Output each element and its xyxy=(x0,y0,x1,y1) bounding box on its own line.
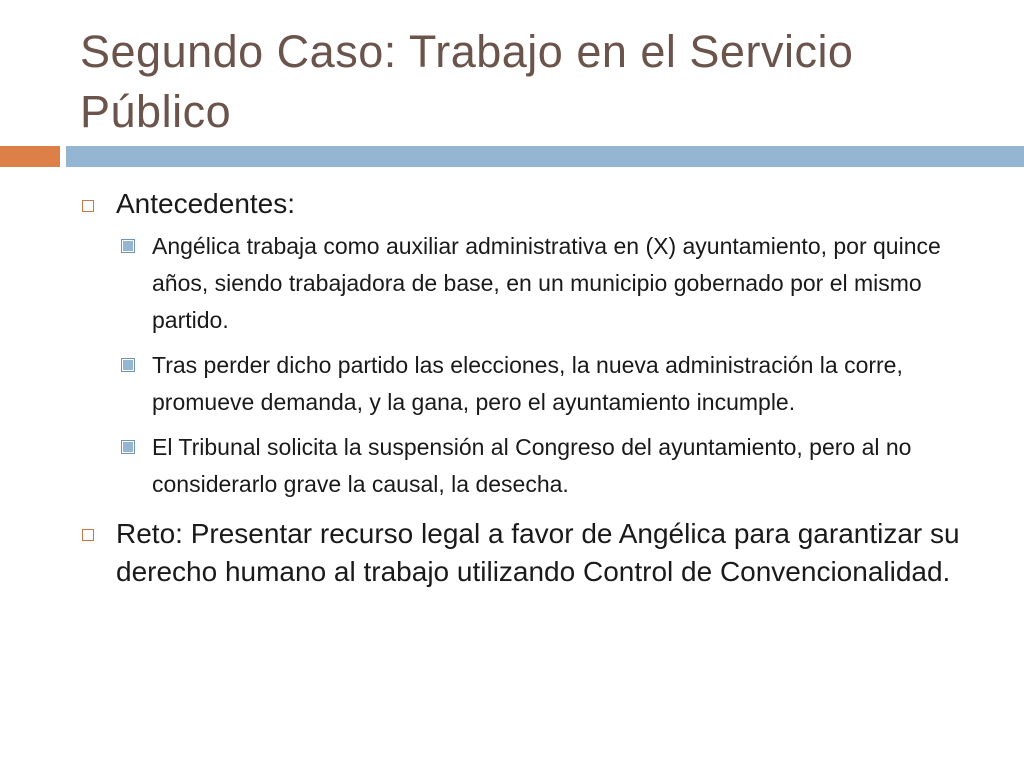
sub-bullet-text: Tras perder dicho partido las elecciones, la nueva administración la corre, promueve demanda, y la gana, pero el ayuntamiento incumple. xyxy=(152,352,903,415)
sub-bullet-3 xyxy=(116,429,980,503)
bullet-text: Reto: Presentar recurso legal a favor de Angélica para garantizar su derecho humano al trabajo utilizando Control de Convencionalidad. xyxy=(116,518,960,587)
bullet-reto xyxy=(80,515,980,591)
bullet-text: Antecedentes: xyxy=(116,188,296,219)
sub-bullet-text: El Tribunal solicita la suspensión al Congreso del ayuntamiento, pero al no considerarlo grave la causal, la desecha. xyxy=(152,434,912,497)
filled-square-bullet-icon xyxy=(122,441,134,453)
antecedentes-sublist xyxy=(80,228,980,503)
sub-bullet-2 xyxy=(116,347,980,421)
square-bullet-icon xyxy=(82,529,94,541)
square-bullet-icon xyxy=(82,200,94,212)
title-accent-orange-bar xyxy=(0,146,60,167)
bullet-antecedentes xyxy=(80,186,980,222)
filled-square-bullet-icon xyxy=(122,359,134,371)
sub-bullet-text: Angélica trabaja como auxiliar administrativa en (X) ayuntamiento, por quince años, siendo trabajadora de base, en un municipio gobernado por el mismo partido. xyxy=(152,233,941,333)
slide-body xyxy=(80,186,980,591)
title-accent-blue-bar xyxy=(66,146,1024,167)
sub-bullet-1 xyxy=(116,228,980,339)
filled-square-bullet-icon xyxy=(122,240,134,252)
slide-title: Segundo Caso: Trabajo en el Servicio Público xyxy=(80,26,854,137)
